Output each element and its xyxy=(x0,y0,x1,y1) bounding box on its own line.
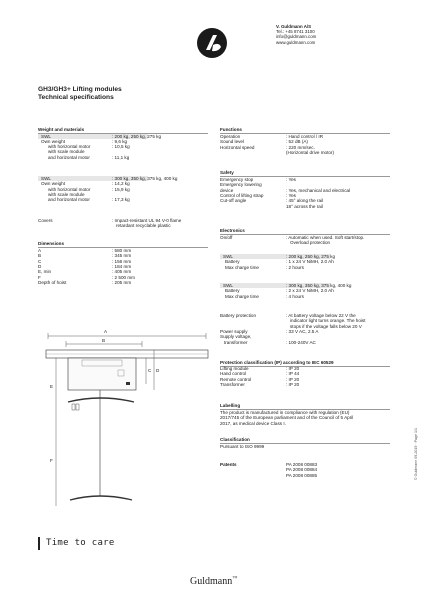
spec-value: : 11,1 kg xyxy=(112,154,130,160)
page-title xyxy=(38,86,122,102)
protection-heading: Protection classification (IP) according to IEC 60529 xyxy=(220,360,334,365)
spec-key: Transformer xyxy=(220,381,245,387)
spec-key: with scale module xyxy=(48,149,85,155)
spec-value: : 45° along the rail xyxy=(286,198,324,204)
weight-heading: Weight and materials xyxy=(38,127,85,132)
spec-key: D xyxy=(38,263,42,269)
spec-value: : Yes xyxy=(286,192,296,198)
supply-voltage-label-2: transformer xyxy=(224,339,248,345)
spec-value: : 184 mm xyxy=(112,263,132,269)
guldmann-logo-mark xyxy=(196,27,228,59)
spec-value: 18° across the rail xyxy=(286,203,323,209)
brand-wordmark xyxy=(190,576,237,587)
weight-section xyxy=(38,127,208,247)
spec-value: : Hand control / IR xyxy=(286,134,324,139)
company-web[interactable]: www.guldmann.com xyxy=(276,39,316,45)
spec-key: Battery xyxy=(225,259,240,265)
patents-heading: Patents xyxy=(220,462,237,467)
dim-label-a: A xyxy=(104,329,108,334)
brand-name: Guldmann xyxy=(190,576,233,587)
spec-key: Max charge time xyxy=(225,293,259,299)
spec-value: : 2 hours xyxy=(286,264,304,270)
spec-value: : 345 mm xyxy=(112,253,132,259)
spec-key: with horizontal motor xyxy=(48,144,91,150)
spec-value: : 300 kg, 350 kg, 375 kg, 400 kg xyxy=(112,176,178,181)
spec-key: Battery xyxy=(225,288,240,294)
hoist-diagram xyxy=(38,320,218,520)
spec-value: : 200 kg, 250 kg, 275 kg xyxy=(286,254,336,259)
classification-text: Pursuant to ISO 9999 xyxy=(220,444,265,449)
hanger-bar-lower xyxy=(70,496,132,500)
patent-1: PA 2008 00883 xyxy=(286,462,318,467)
spec-value: : 14,2 kg xyxy=(112,181,130,187)
spec-value: : 52 dB (A) xyxy=(286,139,308,145)
battery-protection-line-3: stops if the voltage falls below 20 V xyxy=(290,323,362,329)
slogan-bar xyxy=(38,537,40,550)
company-tel: Tel.: +45 8741 3100 xyxy=(276,29,315,35)
spec-value: : Yes, mechanical and electrical xyxy=(286,187,351,193)
spec-value: : 9,6 kg xyxy=(112,138,128,144)
spec-value: : IP 20 xyxy=(286,366,300,371)
dim-label-e: E xyxy=(50,384,54,389)
spec-key: Operation xyxy=(220,134,241,139)
dimensions-heading: Dimensions xyxy=(38,241,65,246)
covers-value-1: : Impact-resistant UL 94 V-0 flame xyxy=(112,218,182,223)
dimensions-section xyxy=(38,241,208,301)
classification-heading: Classification xyxy=(220,437,250,442)
electronics-heading: Electronics xyxy=(220,228,245,233)
spec-value: : 580 mm xyxy=(112,248,132,253)
spec-value: : 220 mm/sec. xyxy=(286,144,315,150)
battery-protection-line-2: indicator light turns orange. The hoist xyxy=(290,318,366,324)
safety-section xyxy=(220,170,390,209)
spec-key: Emergency lowering xyxy=(220,182,262,188)
brand-trademark: ™ xyxy=(232,576,238,582)
covers-value-2: retardant recyclable plastic xyxy=(116,223,171,229)
spec-key: and horizontal motor xyxy=(48,197,90,203)
spec-key: Depth of hoist xyxy=(38,279,67,285)
spec-key: Horizontal speed xyxy=(220,144,255,150)
dim-label-c: C xyxy=(148,368,152,373)
spec-value: : 205 mm xyxy=(112,279,132,285)
supply-voltage-value: : 100-240V AC xyxy=(286,339,316,345)
labelling-heading: Labelling xyxy=(220,403,241,408)
patent-2: PA 2008 00884 xyxy=(286,467,318,473)
spec-key: and horizontal motor xyxy=(48,154,90,160)
classification-section xyxy=(220,437,390,449)
spec-key: Lifting module xyxy=(220,366,249,371)
guldmann-logo xyxy=(196,27,228,59)
spec-key: Emergency stop xyxy=(220,177,254,182)
onoff-value-1: : Automatic when used. Soft start/stop. xyxy=(286,235,365,240)
spec-key: A xyxy=(38,248,42,253)
spec-key: Sound level xyxy=(220,139,245,145)
spec-key: Control of lifting strap xyxy=(220,192,264,198)
electronics-section xyxy=(220,228,390,345)
vertical-note: © Guldmann 09-2019 · Page 1/1 xyxy=(414,428,418,480)
battery-protection-label: Battery protection xyxy=(220,313,257,318)
title-line-2: Technical specifications xyxy=(38,94,114,101)
spec-value: : 405 mm xyxy=(112,269,132,275)
safety-heading: Safety xyxy=(220,170,234,175)
spec-key: Hand control xyxy=(220,371,247,377)
supply-voltage-label-1: Supply voltage, xyxy=(220,334,252,340)
labelling-section xyxy=(220,403,400,426)
hanger-bar-upper xyxy=(68,398,134,402)
hoist-diagram-svg xyxy=(38,320,218,520)
spec-value: : 10,5 kg xyxy=(112,144,130,150)
spec-key: Own weight xyxy=(41,181,66,187)
spec-key: with scale module xyxy=(48,191,85,197)
power-supply-label: Power supply xyxy=(220,329,248,334)
power-supply-value: : 33 V AC, 2.5 A xyxy=(286,329,319,334)
spec-key: Cut-off angle xyxy=(220,198,247,204)
spec-key: Remote control xyxy=(220,376,252,382)
spec-key: device xyxy=(220,187,234,193)
spec-value: : 4 hours xyxy=(286,293,304,299)
protection-section xyxy=(220,360,390,387)
spec-key: F xyxy=(38,274,41,280)
functions-section xyxy=(220,127,390,155)
dim-label-b: B xyxy=(102,338,106,343)
labelling-line-1: The product is manufactured in compliance with regulation (EU) xyxy=(220,410,350,415)
slogan: Time to care xyxy=(46,538,115,548)
spec-value: : 156 mm xyxy=(112,258,132,264)
labelling-line-3: 2017, as medical device Class I. xyxy=(220,420,286,426)
spec-key: with horizontal motor xyxy=(48,186,91,192)
onoff-label: On/off xyxy=(220,235,233,240)
spec-value: : 15,9 kg xyxy=(112,186,130,192)
spec-key: Max charge time xyxy=(225,264,259,270)
spec-key: SWL xyxy=(41,176,51,181)
spec-key: Own weight xyxy=(41,138,66,144)
labelling-line-2: 2017/745 of the European parliament and of the Council of 5 April xyxy=(220,415,354,421)
spec-value: : 2 x 24 V NiMH, 2.0 Ah xyxy=(286,288,334,294)
battery-protection-line-1: : At battery voltage below 22 V the xyxy=(286,313,356,318)
covers-label: Covers xyxy=(38,218,53,223)
company-email[interactable]: info@guldmann.com xyxy=(276,34,317,40)
dim-label-d: D xyxy=(156,368,160,373)
spec-value: : 1 x 24 V NiMH, 2.0 Ah xyxy=(286,259,334,265)
spec-key: SWL xyxy=(223,254,233,259)
spec-value: : 300 kg, 350 kg, 375 kg, 400 kg xyxy=(286,283,352,288)
spec-value: : 200 kg, 250 kg, 275 kg xyxy=(112,133,162,139)
spec-key: E, min xyxy=(38,269,52,275)
spec-key: C xyxy=(38,258,42,264)
spec-value: : 17,3 kg xyxy=(112,197,130,203)
contact-block xyxy=(276,24,316,45)
dim-label-f: F xyxy=(50,458,53,463)
spec-value: : IP 44 xyxy=(286,371,300,377)
patent-3: PA 2008 00885 xyxy=(286,472,318,478)
spec-key: SWL xyxy=(223,283,233,288)
spec-key: SWL xyxy=(41,133,51,139)
spec-value: : 2 500 mm xyxy=(112,274,135,280)
spec-key: B xyxy=(38,253,42,259)
patents-section xyxy=(220,462,390,478)
spec-value: : Yes xyxy=(286,177,296,182)
title-line-1: GH3/GH3+ Lifting modules xyxy=(38,86,122,93)
spec-value: : IP 20 xyxy=(286,381,300,387)
functions-heading: Functions xyxy=(220,127,242,132)
company-name: V. Guldmann A/S xyxy=(276,24,312,29)
hoist-body xyxy=(68,358,136,390)
onoff-value-2: Overload protection xyxy=(290,240,331,246)
spec-value: : IP 20 xyxy=(286,376,300,382)
spec-value: (Horizontal drive motor) xyxy=(286,149,334,155)
